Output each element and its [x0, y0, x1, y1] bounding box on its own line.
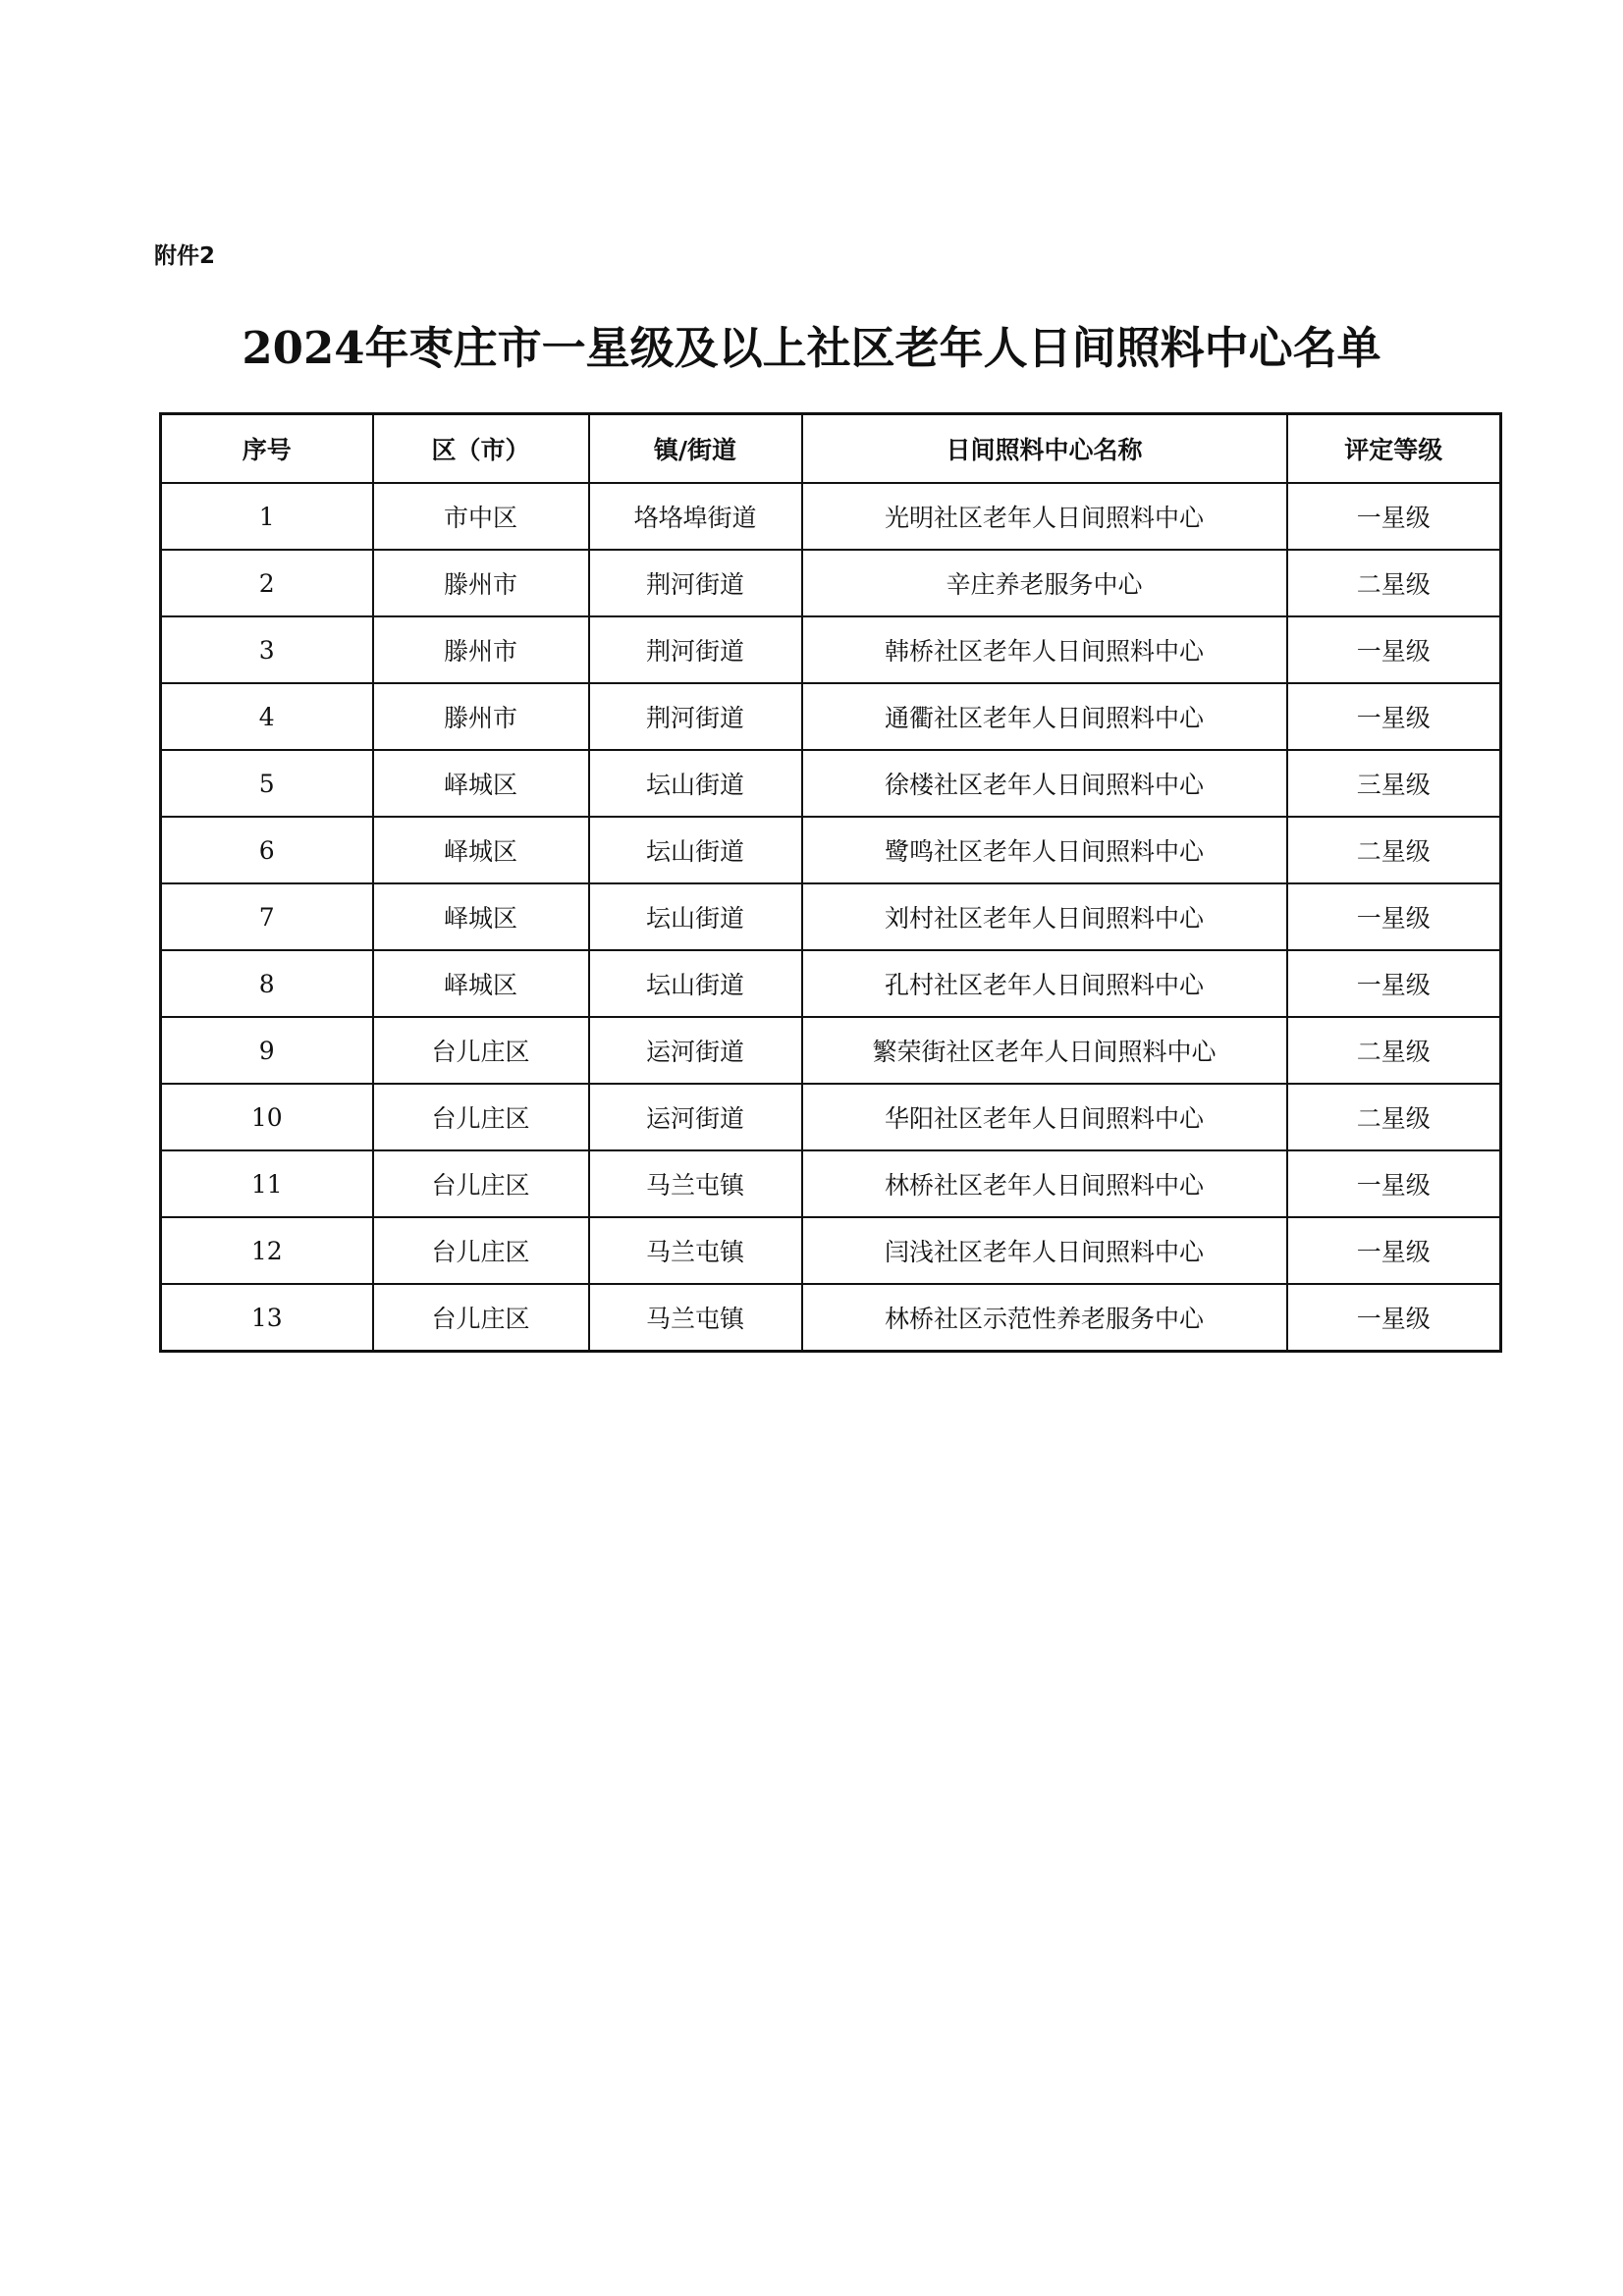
table-header-row: [161, 414, 1501, 484]
cell-center-name: 闫浅社区老年人日间照料中心: [802, 1217, 1287, 1284]
cell-rating-grade: 二星级: [1287, 550, 1501, 616]
cell-serial-number: 2: [161, 550, 373, 616]
cell-rating-grade: 二星级: [1287, 1084, 1501, 1150]
cell-center-name: 光明社区老年人日间照料中心: [802, 483, 1287, 550]
table-row: [161, 683, 1501, 750]
cell-town-street: 马兰屯镇: [589, 1217, 802, 1284]
cell-district: 峄城区: [373, 750, 589, 817]
table-row: [161, 883, 1501, 950]
cell-center-name: 刘村社区老年人日间照料中心: [802, 883, 1287, 950]
cell-district: 台儿庄区: [373, 1284, 589, 1352]
cell-center-name: 通衢社区老年人日间照料中心: [802, 683, 1287, 750]
cell-rating-grade: 三星级: [1287, 750, 1501, 817]
cell-serial-number: 1: [161, 483, 373, 550]
cell-serial-number: 3: [161, 616, 373, 683]
cell-town-street: 坛山街道: [589, 817, 802, 883]
cell-district: 滕州市: [373, 683, 589, 750]
table-row: [161, 1150, 1501, 1217]
cell-rating-grade: 二星级: [1287, 817, 1501, 883]
cell-town-street: 荆河街道: [589, 616, 802, 683]
table-row: [161, 1017, 1501, 1084]
cell-town-street: 荆河街道: [589, 550, 802, 616]
cell-center-name: 林桥社区老年人日间照料中心: [802, 1150, 1287, 1217]
cell-district: 台儿庄区: [373, 1217, 589, 1284]
cell-center-name: 繁荣街社区老年人日间照料中心: [802, 1017, 1287, 1084]
cell-rating-grade: 一星级: [1287, 616, 1501, 683]
header-rating-grade: 评定等级: [1287, 414, 1501, 484]
day-care-center-table: [159, 412, 1502, 1353]
table-row: [161, 1284, 1501, 1352]
cell-district: 台儿庄区: [373, 1084, 589, 1150]
cell-rating-grade: 二星级: [1287, 1017, 1501, 1084]
cell-district: 台儿庄区: [373, 1150, 589, 1217]
cell-center-name: 徐楼社区老年人日间照料中心: [802, 750, 1287, 817]
table-row: [161, 1217, 1501, 1284]
table-row: [161, 550, 1501, 616]
cell-town-street: 运河街道: [589, 1017, 802, 1084]
cell-town-street: 坛山街道: [589, 883, 802, 950]
cell-town-street: 马兰屯镇: [589, 1150, 802, 1217]
cell-district: 峄城区: [373, 817, 589, 883]
table-row: [161, 750, 1501, 817]
cell-rating-grade: 一星级: [1287, 683, 1501, 750]
cell-town-street: 坛山街道: [589, 750, 802, 817]
cell-district: 峄城区: [373, 950, 589, 1017]
cell-district: 滕州市: [373, 616, 589, 683]
table-row: [161, 1084, 1501, 1150]
cell-center-name: 辛庄养老服务中心: [802, 550, 1287, 616]
cell-center-name: 华阳社区老年人日间照料中心: [802, 1084, 1287, 1150]
table-row: [161, 483, 1501, 550]
cell-town-street: 荆河街道: [589, 683, 802, 750]
cell-serial-number: 6: [161, 817, 373, 883]
cell-district: 市中区: [373, 483, 589, 550]
cell-center-name: 孔村社区老年人日间照料中心: [802, 950, 1287, 1017]
cell-serial-number: 4: [161, 683, 373, 750]
cell-serial-number: 11: [161, 1150, 373, 1217]
cell-serial-number: 13: [161, 1284, 373, 1352]
cell-district: 滕州市: [373, 550, 589, 616]
cell-serial-number: 8: [161, 950, 373, 1017]
table-row: [161, 817, 1501, 883]
cell-center-name: 韩桥社区老年人日间照料中心: [802, 616, 1287, 683]
cell-rating-grade: 一星级: [1287, 1217, 1501, 1284]
header-serial-number: 序号: [161, 414, 373, 484]
table-row: [161, 616, 1501, 683]
cell-serial-number: 5: [161, 750, 373, 817]
cell-serial-number: 9: [161, 1017, 373, 1084]
cell-rating-grade: 一星级: [1287, 483, 1501, 550]
attachment-label: 附件2: [154, 243, 216, 269]
cell-district: 台儿庄区: [373, 1017, 589, 1084]
cell-rating-grade: 一星级: [1287, 1150, 1501, 1217]
cell-town-street: 运河街道: [589, 1084, 802, 1150]
cell-rating-grade: 一星级: [1287, 1284, 1501, 1352]
cell-rating-grade: 一星级: [1287, 883, 1501, 950]
document-title: 2024年枣庄市一星级及以上社区老年人日间照料中心名单: [242, 322, 1381, 374]
cell-center-name: 林桥社区示范性养老服务中心: [802, 1284, 1287, 1352]
header-district: 区（市）: [373, 414, 589, 484]
cell-town-street: 马兰屯镇: [589, 1284, 802, 1352]
header-center-name: 日间照料中心名称: [802, 414, 1287, 484]
cell-town-street: 坛山街道: [589, 950, 802, 1017]
cell-serial-number: 7: [161, 883, 373, 950]
cell-district: 峄城区: [373, 883, 589, 950]
cell-town-street: 垎垎埠街道: [589, 483, 802, 550]
cell-serial-number: 10: [161, 1084, 373, 1150]
cell-serial-number: 12: [161, 1217, 373, 1284]
table-row: [161, 950, 1501, 1017]
cell-rating-grade: 一星级: [1287, 950, 1501, 1017]
cell-center-name: 鹭鸣社区老年人日间照料中心: [802, 817, 1287, 883]
header-town-street: 镇/街道: [589, 414, 802, 484]
